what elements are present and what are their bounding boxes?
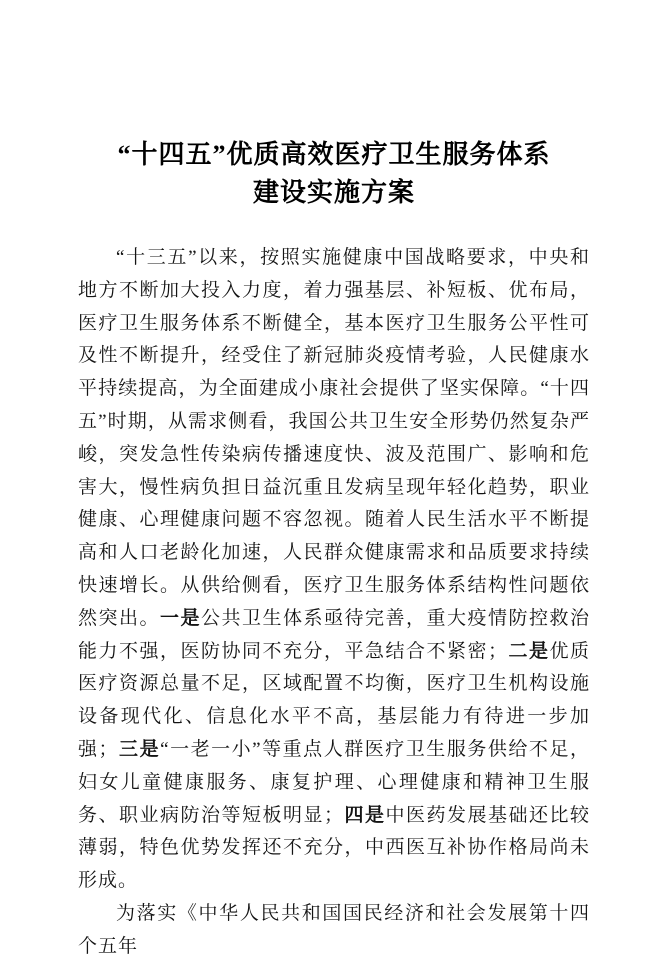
paragraph-2-text: 为落实《中华人民共和国国民经济和社会发展第十四个五年 [78, 902, 590, 957]
document-title [78, 136, 590, 212]
paragraph-1-text-d: “一老一小”等重点人群医疗卫生服务供给不足，妇女儿童健康服务、康复护理、心理健康和精神卫生服务、职业病防治等短板明显； [78, 738, 590, 826]
paragraph-1-text-e: 中医药发展基础还比较薄弱，特色优势发挥还不充分，中西医互补协作格局尚未形成。 [78, 804, 590, 892]
paragraph-1-emphasis-third: 三是 [118, 738, 161, 760]
paragraph-1 [78, 242, 590, 898]
paragraph-1-emphasis-first: 一是 [160, 607, 201, 629]
paragraph-1-text-a: “十三五”以来，按照实施健康中国战略要求，中央和地方不断加大投入力度，着力强基层、补短板、优布局，医疗卫生服务体系不断健全，基本医疗卫生服务公平性可及性不断提升，经受住了新冠肺炎疫情考验，人民健康水平持续提高，为全面建成小康社会提供了坚实保障。“十四五”时期，从需求侧看，我国公共卫生安全形势仍然复杂严峻，突发急性传染病传播速度快、波及范围广、影响和危害大，慢性病负担日益沉重且发病呈现年轻化趋势，职业健康、心理健康问题不容忽视。随着人民生活水平不断提高和人口老龄化加速，人民群众健康需求和品质要求持续快速增长。从供给侧看，医疗卫生服务体系结构性问题依然突出。 [78, 247, 590, 629]
paragraph-1-text-c: 优质医疗资源总量不足，区域配置不均衡，医疗卫生机构设施设备现代化、信息化水平不高，基层能力有待进一步加强； [78, 640, 590, 760]
paragraph-1-emphasis-fourth: 四是 [343, 804, 386, 826]
paragraph-2 [78, 898, 590, 964]
paragraph-1-text-b: 公共卫生体系亟待完善，重大疫情防控救治能力不强，医防协同不充分，平急结合不紧密； [78, 607, 590, 662]
paragraph-1-emphasis-second: 二是 [507, 640, 550, 662]
title-line-1: “十四五”优质高效医疗卫生服务体系 [117, 140, 551, 169]
title-line-2: 建设实施方案 [252, 178, 415, 207]
